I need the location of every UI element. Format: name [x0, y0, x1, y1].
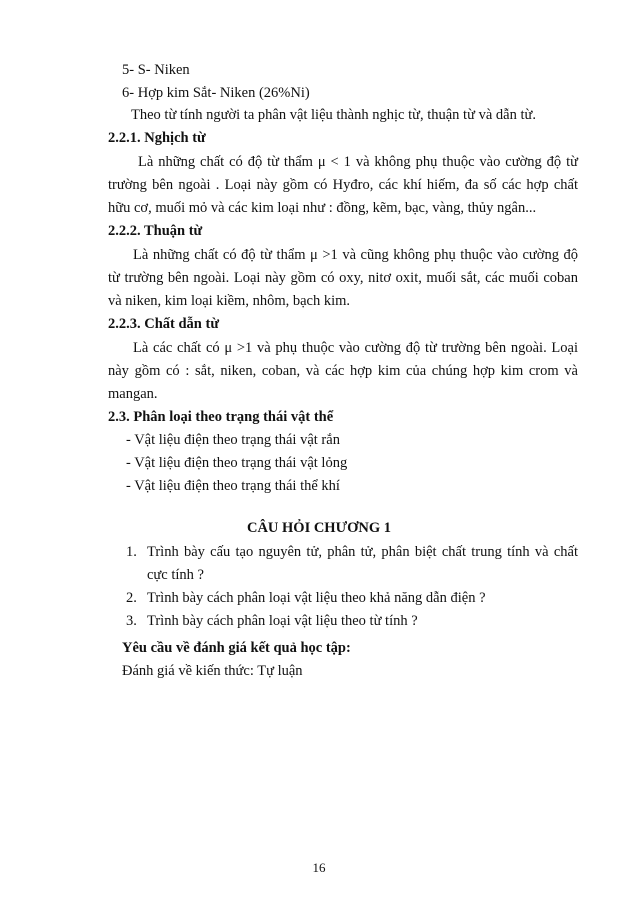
- list-item-5: [122, 60, 190, 80]
- question-number: 1.: [126, 544, 137, 560]
- list-number: 5-: [122, 62, 135, 78]
- heading-2-3: 2.3. Phân loại theo trạng thái vật thể: [108, 409, 334, 425]
- list-item: - Vật liệu điện theo trạng thái thể khí: [126, 478, 340, 494]
- paragraph-line: này gồm có : sắt, niken, coban, và các hợp kim của chúng hợp kim crom và: [108, 363, 578, 379]
- paragraph-line: Là những chất có độ từ thẩm μ >1 và cũng không phụ thuộc vào cường độ: [133, 247, 578, 263]
- intro-paragraph: Theo từ tính người ta phân vật liệu thành nghịc từ, thuận từ và dẫn từ.: [131, 107, 536, 123]
- paragraph-line: Là các chất có μ >1 và phụ thuộc vào cường độ từ trường bên ngoài. Loại: [133, 340, 578, 356]
- paragraph-line: trường bên ngoài . Loại này gồm có Hyđro, các khí hiếm, đa số các hợp chất: [108, 177, 578, 193]
- paragraph-line: hữu cơ, muối mỏ và các kim loại như : đồng, kẽm, bạc, vàng, thủy ngân...: [108, 200, 537, 216]
- heading-2-2-3: 2.2.3. Chất dẫn từ: [108, 316, 220, 332]
- paragraph-line: từ trường bên ngoài. Loại này gồm có oxy, nitơ oxit, muối sắt, các muối coban: [108, 270, 578, 286]
- question-number: 3.: [126, 613, 137, 629]
- list-item-6: [122, 83, 310, 103]
- heading-2-2-1: 2.2.1. Nghịch từ: [108, 130, 206, 146]
- question-2: Trình bày cách phân loại vật liệu theo khả năng dẫn điện ?: [147, 590, 486, 606]
- page-number: 16: [312, 860, 326, 875]
- question-3: Trình bày cách phân loại vật liệu theo từ tính ?: [147, 613, 418, 629]
- assessment-text: Đánh giá về kiến thức: Tự luận: [122, 663, 303, 679]
- list-item: - Vật liệu điện theo trạng thái vật rắn: [126, 432, 340, 448]
- list-text: S- Niken: [137, 62, 190, 78]
- paragraph-line: mangan.: [108, 386, 158, 402]
- list-number: 6-: [122, 85, 135, 101]
- heading-2-2-2: 2.2.2. Thuận từ: [108, 223, 203, 239]
- list-item: - Vật liệu điện theo trạng thái vật lỏng: [126, 455, 348, 471]
- assessment-heading: Yêu cầu về đánh giá kết quả học tập:: [122, 640, 351, 656]
- paragraph-line: Là những chất có độ từ thẩm μ < 1 và không phụ thuộc vào cường độ từ: [138, 154, 578, 170]
- question-1: Trình bày cấu tạo nguyên tử, phân tử, phân biệt chất trung tính và chất: [147, 544, 578, 560]
- paragraph-line: và niken, kim loại kiềm, nhôm, bạch kim.: [108, 293, 351, 309]
- question-number: 2.: [126, 590, 137, 606]
- question-1-continuation: cực tính ?: [147, 567, 204, 583]
- list-text: Hợp kim Sắt- Niken (26%Ni): [137, 85, 310, 101]
- questions-title: CÂU HỎI CHƯƠNG 1: [246, 520, 392, 536]
